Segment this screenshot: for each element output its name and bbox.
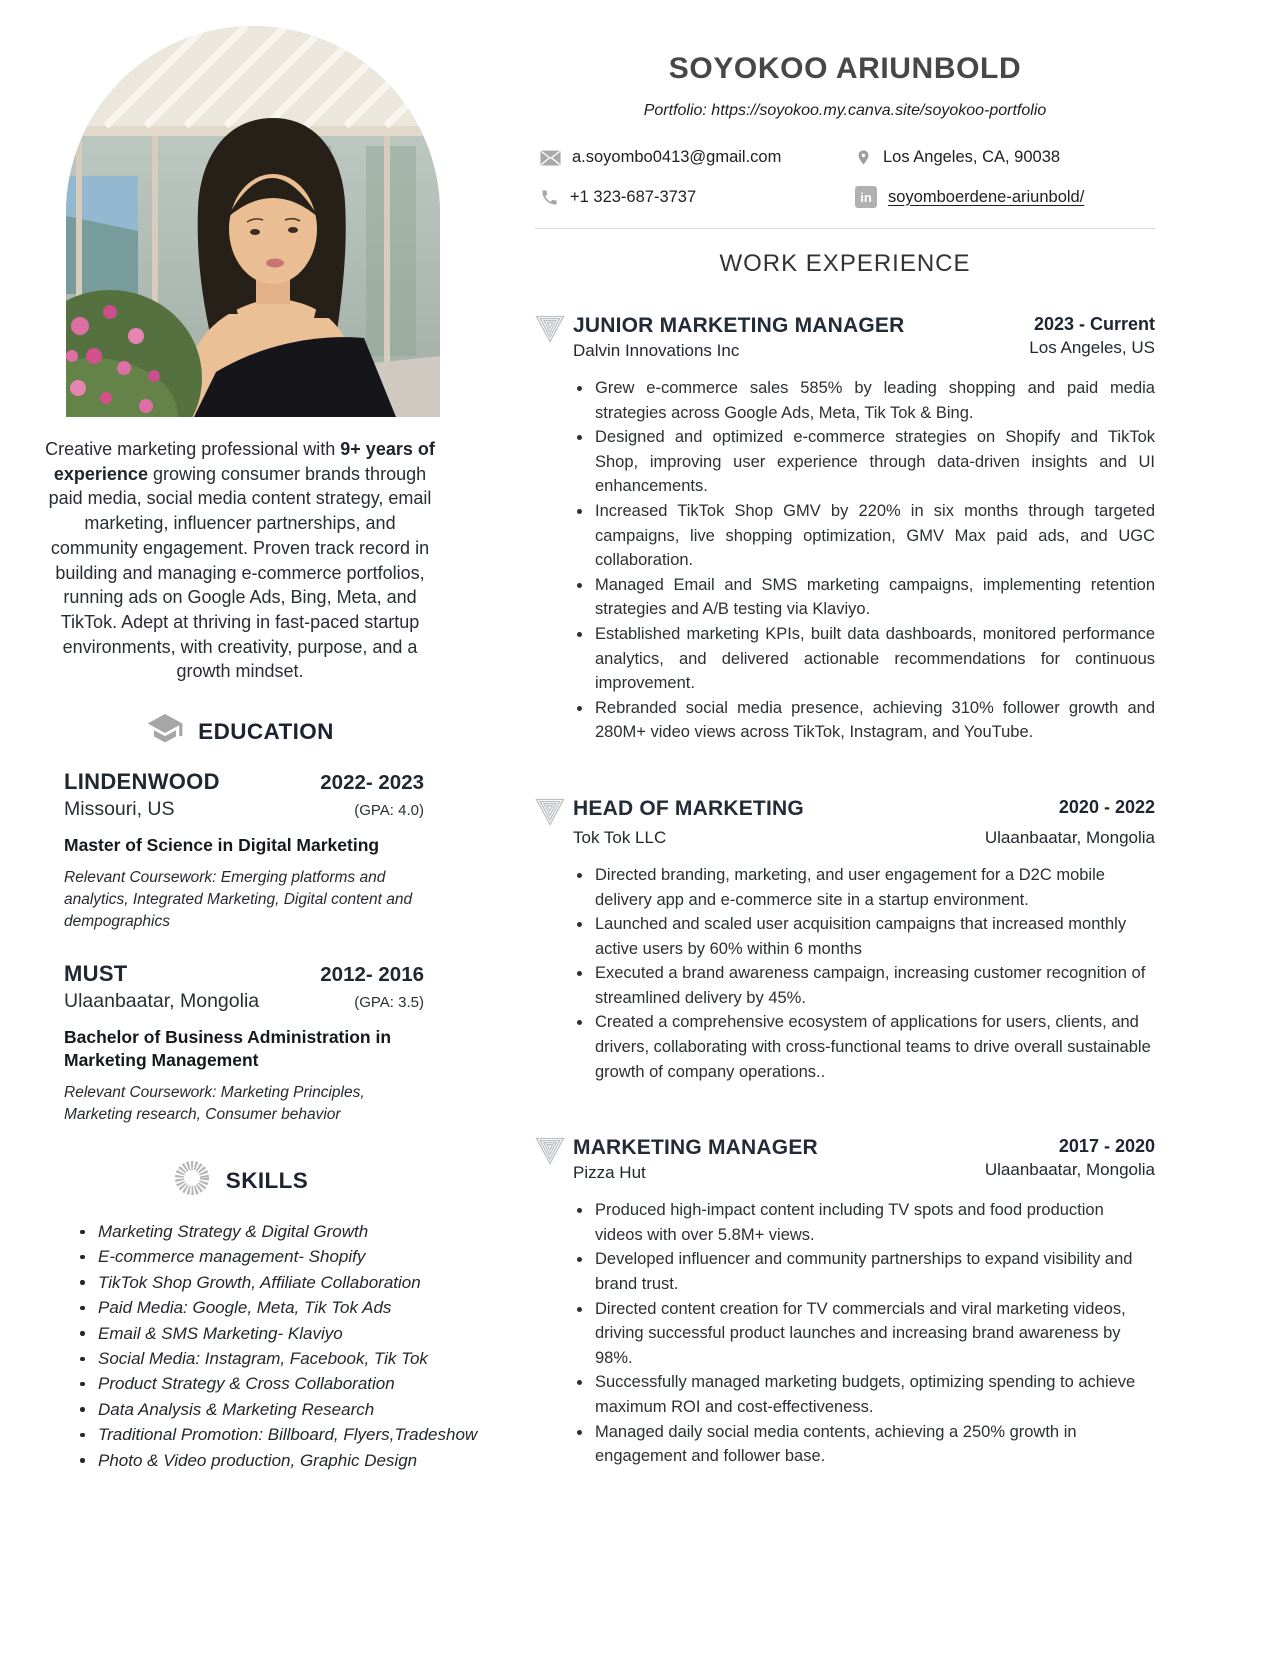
job-bullets xyxy=(535,376,1155,745)
triangle-marker-icon xyxy=(535,798,565,831)
job-bullets xyxy=(535,1198,1155,1469)
education-gpa: (GPA: 3.5) xyxy=(354,994,424,1012)
contact-email xyxy=(540,146,855,169)
skill-item: Email & SMS Marketing- Klaviyo xyxy=(64,1321,584,1346)
education-location: Missouri, US xyxy=(64,798,175,821)
skills-heading xyxy=(40,1158,440,1203)
skill-item: Traditional Promotion: Billboard, Flyers,Tradeshow xyxy=(64,1422,584,1447)
job-bullet: Managed Email and SMS marketing campaigns, implementing retention strategies and A/B testing via Klaviyo. xyxy=(577,573,1155,622)
education-heading xyxy=(40,714,440,749)
job-entry xyxy=(535,314,1155,745)
linkedin-link[interactable]: soyomboerdene-ariunbold/ xyxy=(888,187,1085,206)
contact-location xyxy=(855,146,1155,169)
coursework-text: Relevant Coursework: Marketing Principles, Marketing research, Consumer behavior xyxy=(64,1084,365,1124)
education-location: Ulaanbaatar, Mongolia xyxy=(64,990,260,1013)
contact-linkedin xyxy=(855,186,1155,208)
sunburst-icon xyxy=(172,1158,212,1203)
skill-item: Paid Media: Google, Meta, Tik Tok Ads xyxy=(64,1295,584,1320)
profile-summary xyxy=(40,437,440,684)
email-text: a.soyombo0413@gmail.com xyxy=(572,148,782,166)
education-dates: 2012- 2016 xyxy=(320,963,424,987)
person-name: SOYOKOO ARIUNBOLD xyxy=(668,52,1022,85)
degree-title: Master of Science in Digital Marketing xyxy=(64,835,380,856)
education-heading-label: EDUCATION xyxy=(198,718,334,744)
contact-phone xyxy=(540,186,855,208)
job-bullet: Directed branding, marketing, and user engagement for a D2C mobile delivery app and e-commerce site in a startup environment. xyxy=(577,863,1155,912)
header-divider xyxy=(535,228,1155,229)
job-dates: 2017 - 2020 xyxy=(1058,1136,1155,1157)
triangle-marker-icon xyxy=(535,315,565,348)
work-experience-heading: WORK EXPERIENCE xyxy=(719,250,971,277)
profile-photo xyxy=(66,26,440,417)
coursework-text: Relevant Coursework: Emerging platforms and analytics, Integrated Marketing, Digital content and dempographics xyxy=(64,869,413,931)
job-title: JUNIOR MARKETING MANAGER xyxy=(573,314,905,337)
contact-info xyxy=(540,146,1155,208)
education-dates: 2022- 2023 xyxy=(320,771,424,795)
education-entry xyxy=(64,769,424,933)
job-entry xyxy=(535,1136,1155,1469)
education-gpa: (GPA: 4.0) xyxy=(354,802,424,820)
school-name: LINDENWOOD xyxy=(64,769,220,795)
skills-list xyxy=(64,1219,584,1473)
job-location: Ulaanbaatar, Mongolia xyxy=(984,827,1155,847)
skill-item: E-commerce management- Shopify xyxy=(64,1244,584,1269)
skill-item: Product Strategy & Cross Collaboration xyxy=(64,1371,584,1396)
job-bullet: Designed and optimized e-commerce strategies on Shopify and TikTok Shop, improving user experience through data-driven insights and UI enhancements. xyxy=(577,425,1155,499)
job-location: Ulaanbaatar, Mongolia xyxy=(984,1160,1155,1180)
left-column xyxy=(0,0,478,1657)
job-dates: 2023 - Current xyxy=(1033,314,1155,334)
right-column xyxy=(470,0,1280,1657)
skills-heading-label: SKILLS xyxy=(225,1167,309,1193)
job-bullet: Produced high-impact content including TV spots and food production videos with over 5.8M+ views. xyxy=(577,1198,1155,1247)
location-pin-icon xyxy=(855,146,872,169)
job-bullet: Established marketing KPIs, built data dashboards, monitored performance analytics, and delivered actionable recommendations for continuous improvement. xyxy=(577,622,1155,696)
skill-item: Social Media: Instagram, Facebook, Tik Tok xyxy=(64,1346,584,1371)
job-dates: 2020 - 2022 xyxy=(1058,796,1155,817)
job-bullet: Executed a brand awareness campaign, increasing customer recognition of streamlined delivery by 45%. xyxy=(577,961,1155,1010)
job-bullet: Directed content creation for TV commercials and viral marketing videos, driving successful product launches and increasing brand awareness by 98%. xyxy=(577,1297,1155,1371)
job-bullet: Increased TikTok Shop GMV by 220% in six months through targeted campaigns, live shopping optimization, GMV Max paid ads, and UGC collaboration. xyxy=(577,499,1155,573)
phone-text: +1 323-687-3737 xyxy=(570,187,697,206)
graduation-cap-icon xyxy=(146,714,184,749)
summary-lead: Creative marketing professional with xyxy=(45,439,341,459)
summary-rest: growing consumer brands through paid media, social media content strategy, email marketing, influencer partnerships, and community engagement. Proven track record in building and managing e-commerce portfolios, running ads on Google Ads, Bing, Meta, and TikTok. Adept at thriving in fast-paced startup environments, with creativity, purpose, and a growth mindset. xyxy=(48,463,432,682)
skill-item: Data Analysis & Marketing Research xyxy=(64,1397,584,1422)
summary-bold: 9+ years of experience xyxy=(53,439,435,484)
job-bullet: Developed influencer and community partnerships to expand visibility and brand trust. xyxy=(577,1247,1155,1296)
job-bullet: Managed daily social media contents, achieving a 250% growth in engagement and follower base. xyxy=(577,1420,1155,1469)
profile-photo-art xyxy=(66,26,440,417)
location-text: Los Angeles, CA, 90038 xyxy=(883,148,1061,166)
linkedin-icon xyxy=(855,186,877,208)
company-name: Dalvin Innovations Inc xyxy=(573,341,740,360)
skill-item: Marketing Strategy & Digital Growth xyxy=(64,1219,584,1244)
job-bullet: Launched and scaled user acquisition campaigns that increased monthly active users by 60% within 6 months xyxy=(577,912,1155,961)
triangle-marker-icon xyxy=(535,1137,565,1170)
job-bullet: Created a comprehensive ecosystem of applications for users, clients, and drivers, collaborating with cross-functional teams to drive overall sustainable growth of company operations.. xyxy=(577,1010,1155,1084)
job-bullet: Successfully managed marketing budgets, optimizing spending to achieve maximum ROI and cost-effectiveness. xyxy=(577,1370,1155,1419)
job-location: Los Angeles, US xyxy=(1029,338,1155,357)
education-entry xyxy=(64,961,424,1126)
skill-item: Photo & Video production, Graphic Design xyxy=(64,1448,584,1473)
company-name: Tok Tok LLC xyxy=(573,827,667,847)
job-entry xyxy=(535,797,1155,1084)
job-bullet: Rebranded social media presence, achieving 310% follower growth and 280M+ video views across TikTok, Instagram, and YouTube. xyxy=(577,696,1155,745)
job-title: MARKETING MANAGER xyxy=(573,1136,818,1160)
job-bullets xyxy=(535,863,1155,1084)
mail-icon xyxy=(540,150,561,166)
job-bullet: Grew e-commerce sales 585% by leading shopping and paid media strategies across Google Ads, Meta, Tik Tok & Bing. xyxy=(577,376,1155,425)
svg-text:in: in xyxy=(860,190,872,205)
school-name: MUST xyxy=(64,961,128,987)
phone-icon xyxy=(540,188,559,207)
skill-item: TikTok Shop Growth, Affiliate Collaboration xyxy=(64,1270,584,1295)
company-name: Pizza Hut xyxy=(573,1163,646,1183)
job-title: HEAD OF MARKETING xyxy=(573,796,804,820)
degree-title: Bachelor of Business Administration in Marketing Management xyxy=(64,1027,392,1071)
portfolio-link[interactable]: Portfolio: https://soyokoo.my.canva.site/soyokoo-portfolio xyxy=(643,102,1047,119)
